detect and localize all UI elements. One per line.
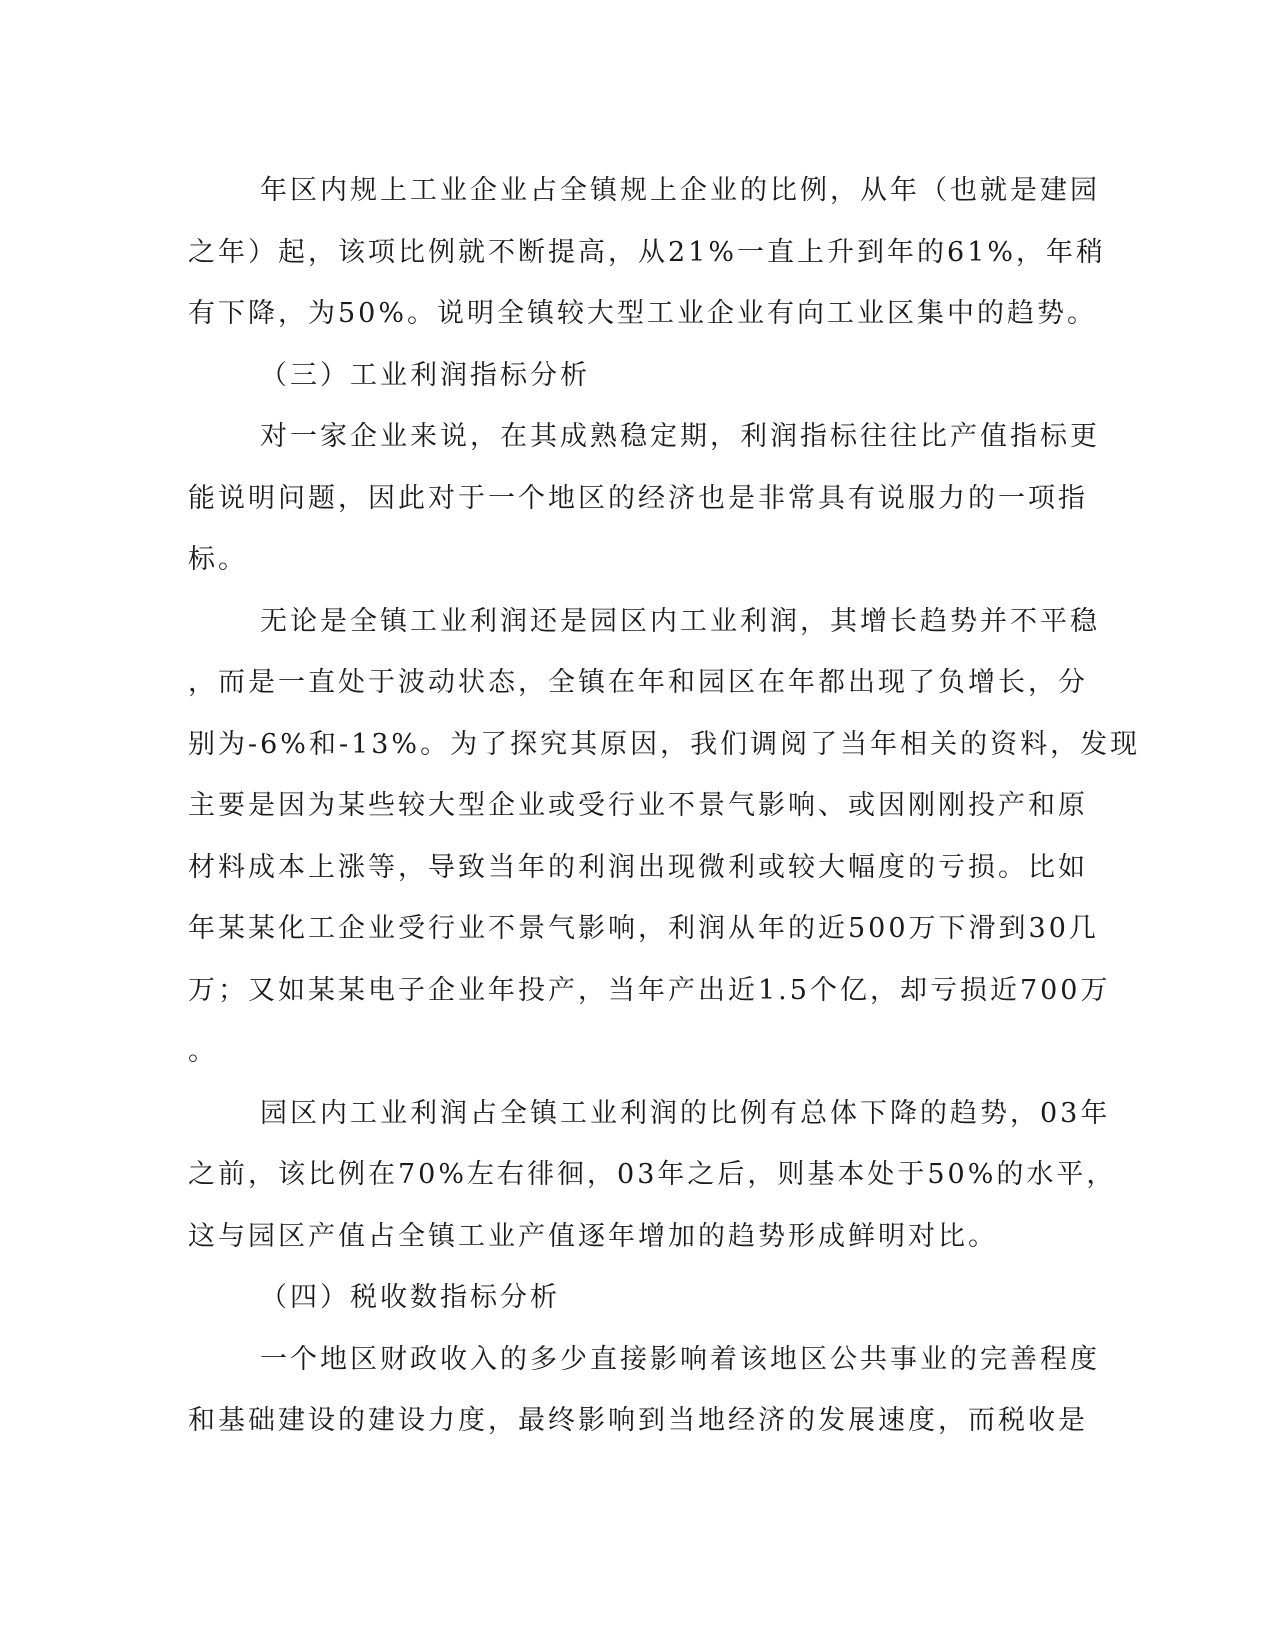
- paragraph-line: 有下降，为50%。说明全镇较大型工业企业有向工业区集中的趋势。: [188, 298, 1098, 329]
- paragraph-line: 能说明问题，因此对于一个地区的经济也是非常具有说服力的一项指: [188, 482, 1088, 514]
- paragraph-line: 年某某化工企业受行业不景气影响，利润从年的近500万下滑到30几: [188, 913, 1099, 944]
- paragraph-line: 这与园区产值占全镇工业产值逐年增加的趋势形成鲜明对比。: [188, 1220, 998, 1252]
- paragraph-line: 无论是全镇工业利润还是园区内工业利润，其增长趋势并不平稳: [260, 605, 1100, 637]
- paragraph-line: 对一家企业来说，在其成熟稳定期，利润指标往往比产值指标更: [260, 421, 1100, 452]
- paragraph-line: 万；又如某某电子企业年投产，当年产出近1.5个亿，却亏损近700万: [188, 974, 1111, 1006]
- paragraph-line: 。: [188, 1036, 218, 1067]
- paragraph-line: 和基础建设的建设力度，最终影响到当地经济的发展速度，而税收是: [188, 1405, 1088, 1436]
- paragraph-line: 别为-6%和-13%。为了探究其原因，我们调阅了当年相关的资料，发现: [188, 728, 1141, 760]
- section-heading-3: （三）工业利润指标分析: [260, 359, 590, 391]
- paragraph-line: 年区内规上工业企业占全镇规上企业的比例，从年（也就是建园: [260, 175, 1100, 206]
- paragraph-line: 之前，该比例在70%左右徘徊，03年之后，则基本处于50%的水平，: [188, 1159, 1117, 1190]
- paragraph-line: 材料成本上涨等，导致当年的利润出现微利或较大幅度的亏损。比如: [188, 851, 1088, 883]
- paragraph-line: 之年）起，该项比例就不断提高，从21%一直上升到年的61%，年稍: [188, 236, 1107, 268]
- paragraph-line: 园区内工业利润占全镇工业利润的比例有总体下降的趋势，03年: [260, 1097, 1111, 1129]
- paragraph-line: 一个地区财政收入的多少直接影响着该地区公共事业的完善程度: [260, 1343, 1100, 1375]
- paragraph-line: ，而是一直处于波动状态，全镇在年和园区在年都出现了负增长，分: [188, 667, 1088, 698]
- paragraph-line: 主要是因为某些较大型企业或受行业不景气影响、或因刚刚投产和原: [188, 790, 1088, 821]
- paragraph-line: 标。: [188, 544, 248, 575]
- section-heading-4: （四）税收数指标分析: [260, 1282, 560, 1313]
- body-text: [188, 160, 1141, 1452]
